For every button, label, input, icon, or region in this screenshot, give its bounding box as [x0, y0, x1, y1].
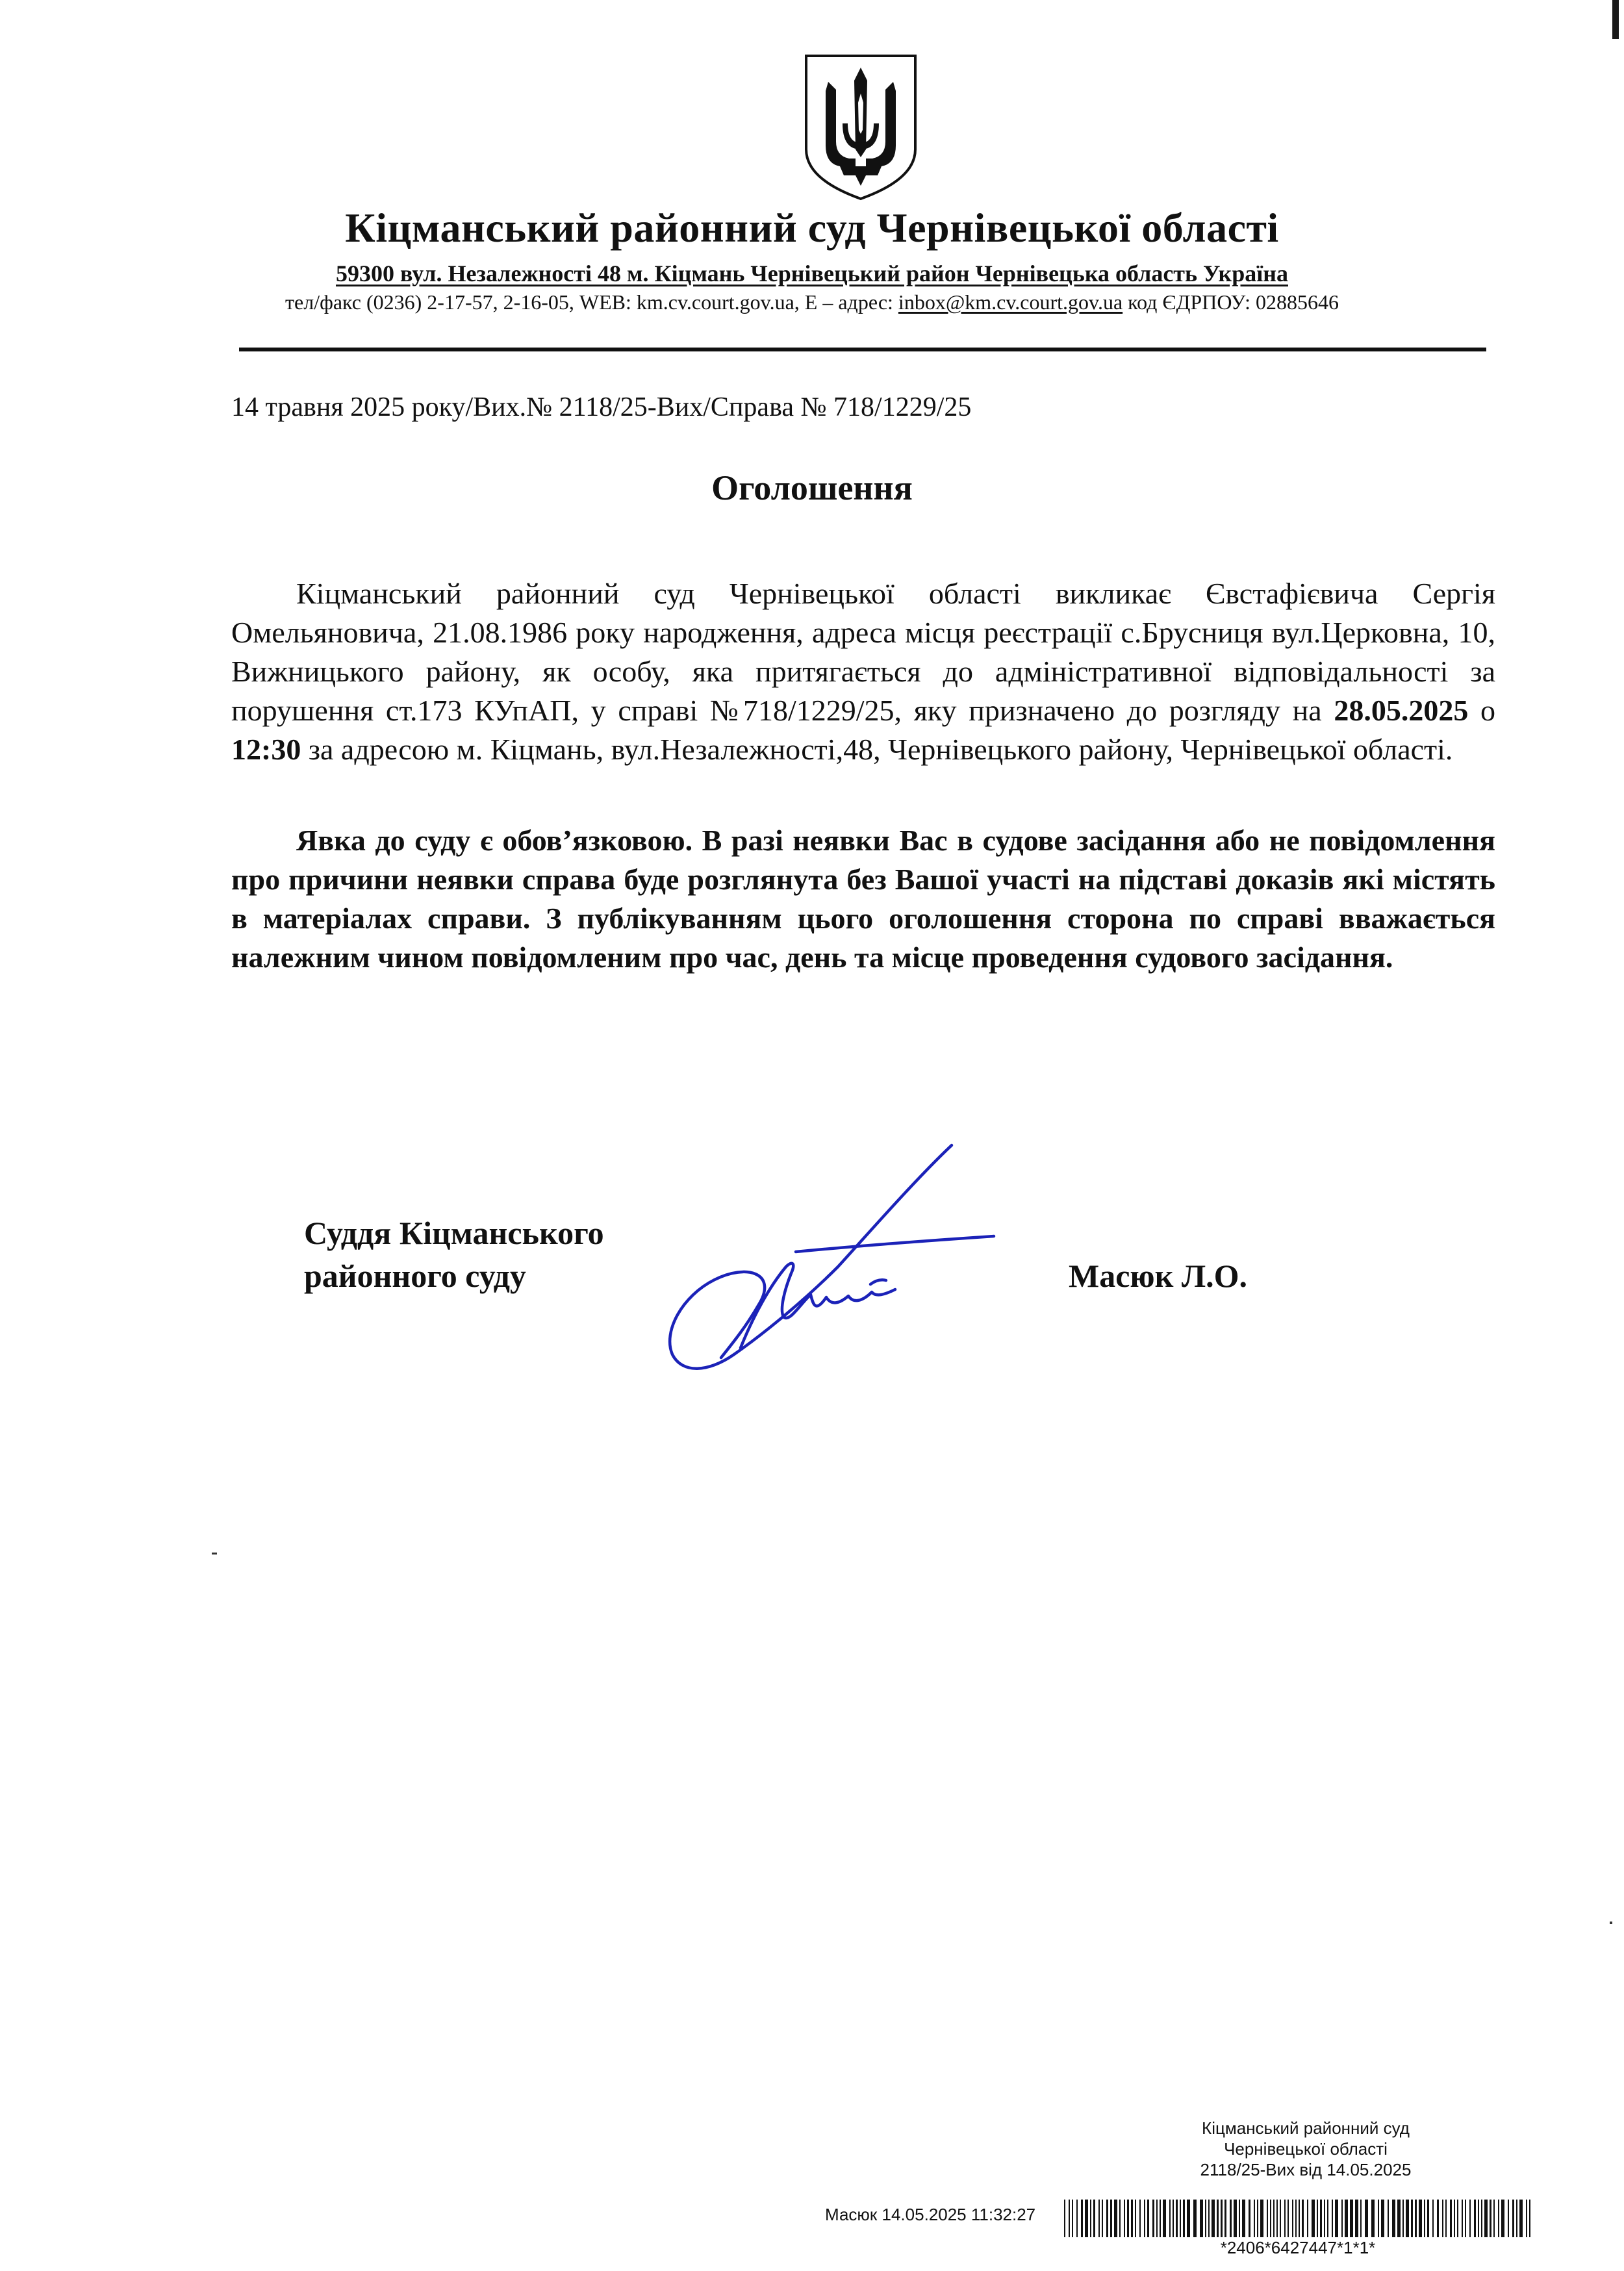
barcode-bar [1284, 2200, 1286, 2237]
barcode-bar [1069, 2200, 1070, 2237]
barcode-bar [1360, 2200, 1362, 2237]
p1-part3: за адресою м. Кіцмань, вул.Незалежності,48, Чернівецького району, Чернівецької області. [301, 733, 1453, 766]
barcode-bar [1388, 2200, 1389, 2237]
announcement-paragraph-1 [231, 574, 1495, 769]
barcode-bar [1307, 2200, 1308, 2237]
barcode-bar [1205, 2200, 1206, 2237]
barcode-bar [1217, 2200, 1219, 2237]
scan-speck [212, 1553, 217, 1554]
judge-name: Масюк Л.О. [1069, 1258, 1248, 1294]
barcode-bar [1163, 2200, 1166, 2237]
barcode-bar [1173, 2200, 1174, 2237]
barcode-bar [1076, 2200, 1078, 2237]
barcode-bar [1183, 2200, 1185, 2237]
barcode-bar [1119, 2200, 1121, 2237]
court-title: Кіцманський районний суд Чернівецької області [345, 205, 1279, 251]
barcode-text: *2406*6427447*1*1* [1220, 2238, 1376, 2257]
barcode-bar [1350, 2200, 1353, 2237]
barcode-bar [1462, 2200, 1463, 2237]
barcode [1063, 2200, 1533, 2237]
barcode-bar [1221, 2200, 1223, 2237]
barcode-bar [1381, 2200, 1384, 2237]
barcode-bar [1302, 2200, 1304, 2237]
barcode-bar [1501, 2200, 1504, 2237]
barcode-bar [1519, 2200, 1523, 2237]
barcode-bar [1131, 2200, 1133, 2237]
barcode-bar [1288, 2200, 1289, 2237]
barcode-bar [1292, 2200, 1293, 2237]
barcode-bar [1257, 2200, 1258, 2237]
barcode-bar [1432, 2200, 1434, 2237]
barcode-bar [1437, 2200, 1439, 2237]
scan-edge-mark [1612, 0, 1619, 39]
barcode-bar [1260, 2200, 1263, 2237]
barcode-bar [1365, 2200, 1368, 2237]
barcode-bar [1406, 2200, 1409, 2237]
barcode-bar [1355, 2200, 1358, 2237]
barcode-bar [1371, 2200, 1375, 2237]
scan-speck [1610, 1922, 1612, 1924]
barcode-bar [1345, 2200, 1348, 2237]
stamp-org-line-1: Кіцманський районний суд [1202, 2118, 1410, 2138]
barcode-bar [1327, 2200, 1328, 2237]
barcode-bar [1392, 2200, 1395, 2237]
barcode-bar [1169, 2200, 1171, 2237]
contacts-suffix: код ЄДРПОУ: 02885646 [1123, 290, 1339, 314]
barcode-bar [1378, 2200, 1379, 2237]
barcode-bar [1312, 2200, 1315, 2237]
barcode-bar [1102, 2200, 1103, 2237]
p1-part1: Кіцманський районний суд Чернівецької області викликає Євстафієвича Сергія Омельяновича, 21.08.1986 року народження, адреса місця реєстрації с.Брусниця вул.Церковна, 10, Вижницького району, як особу, яка притягається до адміністративної відповідальності за порушення ст.173 КУпАП, у справі №718/1229/25, яку призначено до розгляду на [231, 577, 1495, 727]
barcode-bar [1193, 2200, 1197, 2237]
judge-title-line-2: районного суду [304, 1258, 526, 1294]
barcode-bar [1239, 2200, 1240, 2237]
judge-title-line-1: Суддя Кіцманського [304, 1215, 604, 1251]
barcode-bar [1124, 2200, 1125, 2237]
barcode-bar [1478, 2200, 1479, 2237]
barcode-bar [1402, 2200, 1404, 2237]
barcode-bar [1508, 2200, 1509, 2237]
barcode-bar [1106, 2200, 1108, 2237]
barcode-bar [1273, 2200, 1275, 2237]
barcode-bar [1320, 2200, 1322, 2237]
barcode-bar [1093, 2200, 1095, 2237]
email-link[interactable]: inbox@km.cv.court.gov.ua [898, 290, 1123, 314]
judge-title [304, 1212, 604, 1297]
barcode-bar [1208, 2200, 1210, 2237]
barcode-bar [1224, 2200, 1226, 2237]
barcode-bar [1295, 2200, 1297, 2237]
barcode-bar [1139, 2200, 1141, 2237]
hearing-date: 28.05.2025 [1334, 694, 1469, 727]
barcode-bar [1332, 2200, 1333, 2237]
barcode-bar [1442, 2200, 1443, 2237]
barcode-bar [1110, 2200, 1112, 2237]
barcode-bar [1474, 2200, 1476, 2237]
barcode-bar [1085, 2200, 1088, 2237]
barcode-bar [1147, 2200, 1149, 2237]
barcode-bar [1324, 2200, 1325, 2237]
barcode-bar [1415, 2200, 1417, 2237]
barcode-bar [1176, 2200, 1178, 2237]
barcode-bar [1127, 2200, 1129, 2237]
document-heading: Оголошення [711, 468, 913, 507]
hearing-time: 12:30 [231, 733, 301, 766]
barcode-bar [1484, 2200, 1488, 2237]
barcode-bar [1341, 2200, 1343, 2237]
barcode-bar [1450, 2200, 1452, 2237]
barcode-bar [1135, 2200, 1136, 2237]
barcode-bar [1098, 2200, 1100, 2237]
stamp-signer: Масюк 14.05.2025 11:32:27 [825, 2205, 1036, 2224]
barcode-bar [1280, 2200, 1281, 2237]
coat-of-arms-icon [802, 52, 919, 203]
barcode-bar [1299, 2200, 1300, 2237]
barcode-bar [1454, 2200, 1455, 2237]
barcode-bar [1335, 2200, 1338, 2237]
barcode-bar [1144, 2200, 1145, 2237]
barcode-bar [1411, 2200, 1413, 2237]
handwritten-signature [656, 1134, 1020, 1406]
contacts-prefix: тел/факс (0236) 2-17-57, 2-16-05, WEB: km.cv.court.gov.ua, Е – адрес: [285, 290, 898, 314]
p1-part2: о [1468, 694, 1496, 727]
barcode-bar [1156, 2200, 1158, 2237]
barcode-bar [1114, 2200, 1117, 2237]
barcode-bar [1254, 2200, 1255, 2237]
barcode-bar [1064, 2200, 1065, 2237]
court-address-text: 59300 вул. Незалежності 48 м. Кіцмань Чернівецький район Чернівецька область Україна [335, 260, 1288, 286]
barcode-bar [1187, 2200, 1190, 2237]
barcode-bar [1490, 2200, 1491, 2237]
barcode-bar [1457, 2200, 1458, 2237]
barcode-bar [1445, 2200, 1447, 2237]
barcode-bar [1427, 2200, 1429, 2237]
barcode-bar [1419, 2200, 1422, 2237]
stamp-outgoing: 2118/25-Вих від 14.05.2025 [1200, 2160, 1412, 2179]
header-divider [239, 348, 1486, 351]
barcode-bar [1152, 2200, 1154, 2237]
barcode-bar [1397, 2200, 1401, 2237]
barcode-bar [1512, 2200, 1514, 2237]
announcement-paragraph-2: Явка до суду є обов’язковою. В разі неявки Вас в судове засідання або не повідомлення про причини неявки справа буде розглянута без Вашої участі на підставі доказів які містять в матеріалах справи. З публікуванням цього оголошення сторона по справі вважається належним чином повідомленим про час, день та місце проведення судового засідання. [231, 824, 1495, 974]
barcode-bar [1180, 2200, 1181, 2237]
barcode-bar [1160, 2200, 1161, 2237]
barcode-bar [1270, 2200, 1271, 2237]
court-contacts [0, 290, 1624, 314]
barcode-bar [1212, 2200, 1215, 2237]
barcode-bar [1516, 2200, 1517, 2237]
barcode-bar [1498, 2200, 1499, 2237]
barcode-bar [1267, 2200, 1268, 2237]
barcode-bar [1493, 2200, 1495, 2237]
barcode-bar [1072, 2200, 1073, 2237]
reference-line: 14 травня 2025 року/Вих.№ 2118/25-Вих/Справа № 718/1229/25 [231, 392, 972, 422]
barcode-bar [1249, 2200, 1250, 2237]
barcode-bar [1242, 2200, 1245, 2237]
barcode-bar [1081, 2200, 1083, 2237]
barcode-bar [1317, 2200, 1318, 2237]
stamp-org-line-2: Чернівецької області [1224, 2139, 1388, 2159]
barcode-bar [1230, 2200, 1232, 2237]
barcode-bar [1424, 2200, 1425, 2237]
court-address [0, 260, 1624, 287]
barcode-bar [1200, 2200, 1203, 2237]
barcode-bar [1526, 2200, 1527, 2237]
barcode-bar [1276, 2200, 1278, 2237]
stamp-organization [1156, 2118, 1455, 2180]
barcode-bar [1469, 2200, 1471, 2237]
barcode-bar [1465, 2200, 1466, 2237]
barcode-bar [1529, 2200, 1530, 2237]
barcode-bar [1481, 2200, 1482, 2237]
barcode-bar [1234, 2200, 1237, 2237]
barcode-bar [1090, 2200, 1091, 2237]
